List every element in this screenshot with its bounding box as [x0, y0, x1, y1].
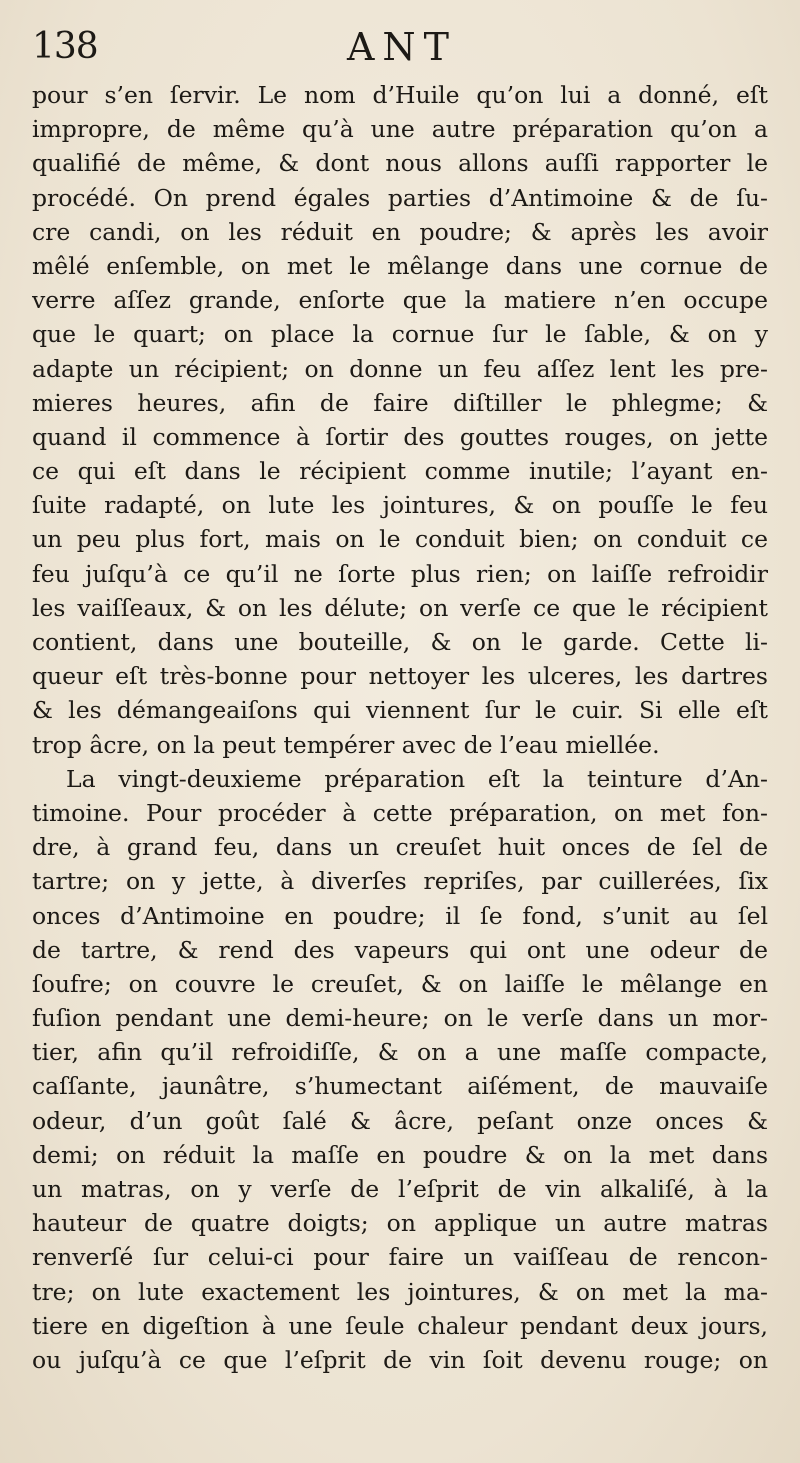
- text-line: timoine. Pour procéder à cette préparation, on met fon-: [32, 798, 768, 827]
- text-line: demi; on réduit la maſſe en poudre & on la met dans: [32, 1140, 768, 1169]
- text-line: dre, à grand feu, dans un creuſet huit onces de ſel de: [32, 833, 768, 862]
- text-line: un matras, on y verſe de l’eſprit de vin alkaliſé, à la: [32, 1175, 768, 1203]
- text-line: ou juſqu’à ce que l’eſprit de vin ſoit devenu rouge; on: [32, 1345, 768, 1374]
- text-line: tier, afin qu’il refroidiſſe, & on a une maſſe compacte,: [32, 1038, 768, 1067]
- text-line: hauteur de quatre doigts; on applique un autre matras: [32, 1209, 768, 1238]
- text-line: mieres heures, afin de faire diſtiller le phlegme; &: [32, 388, 768, 417]
- text-line: fuſion pendant une demi-heure; on le verſe dans un mor-: [32, 1004, 768, 1033]
- text-line: contient, dans une bouteille, & on le garde. Cette li-: [32, 628, 768, 656]
- text-line: queur eſt très-bonne pour nettoyer les ulceres, les dartres: [32, 662, 768, 691]
- text-line: trop âcre, on la peut tempérer avec de l’eau miellée.: [32, 730, 660, 759]
- text-line: impropre, de même qu’à une autre préparation qu’on a: [32, 115, 768, 144]
- text-line: caſſante, jaunâtre, s’humectant aiſément, de mauvaiſe: [32, 1072, 768, 1101]
- text-line: les vaiſſeaux, & on les délute; on verſe ce que le récipient: [32, 593, 768, 622]
- text-line: & les démangeaiſons qui viennent ſur le cuir. Si elle eſt: [32, 696, 768, 725]
- text-line: tiere en digeſtion à une ſeule chaleur pendant deux jours,: [32, 1311, 768, 1340]
- body-text: [32, 78, 768, 1377]
- text-line: tre; on lute exactement les jointures, & on met la ma-: [32, 1277, 768, 1306]
- text-line: pour s’en ſervir. Le nom d’Huile qu’on lui a donné, eſt: [32, 81, 768, 109]
- text-line: de tartre, & rend des vapeurs qui ont une odeur de: [32, 935, 768, 964]
- text-line: renverſé ſur celui-ci pour faire un vaiſſeau de rencon-: [32, 1243, 768, 1272]
- text-line: tartre; on y jette, à diverſes repriſes, par cuillerées, ſix: [32, 867, 768, 896]
- text-line: ſuite radapté, on lute les jointures, & on pouſſe le feu: [32, 491, 768, 520]
- page-number: 138: [32, 26, 98, 67]
- text-line: odeur, d’un goût ſalé & âcre, peſant onze onces &: [32, 1106, 768, 1135]
- text-line: cre candi, on les réduit en poudre; & après les avoir: [32, 217, 768, 246]
- running-head: ANT: [346, 25, 458, 69]
- text-line: verre aſſez grande, enſorte que la matiere n’en occupe: [32, 286, 768, 315]
- text-line: ſoufre; on couvre le creuſet, & on laiſſe le mêlange en: [32, 969, 768, 998]
- text-line: mêlé enſemble, on met le mêlange dans une cornue de: [32, 251, 768, 280]
- text-line: ce qui eſt dans le récipient comme inutile; l’ayant en-: [32, 457, 768, 486]
- text-line: qualifié de même, & dont nous allons auſſi rapporter le: [32, 149, 768, 178]
- page-header: [32, 22, 772, 72]
- text-line: quand il commence à ſortir des gouttes rouges, on jette: [32, 422, 768, 451]
- text-line: La vingt-deuxieme préparation eſt la teinture d’An-: [66, 764, 768, 793]
- text-line: procédé. On prend égales parties d’Antimoine & de ſu-: [32, 183, 768, 212]
- text-line: adapte un récipient; on donne un feu aſſez lent les pre-: [32, 354, 768, 383]
- text-line: onces d’Antimoine en poudre; il ſe fond, s’unit au ſel: [32, 901, 768, 930]
- text-line: que le quart; on place la cornue ſur le ſable, & on y: [32, 320, 768, 349]
- text-line: un peu plus fort, mais on le conduit bien; on conduit ce: [32, 525, 768, 554]
- text-line: feu juſqu’à ce qu’il ne ſorte plus rien; on laiſſe refroidir: [32, 559, 768, 588]
